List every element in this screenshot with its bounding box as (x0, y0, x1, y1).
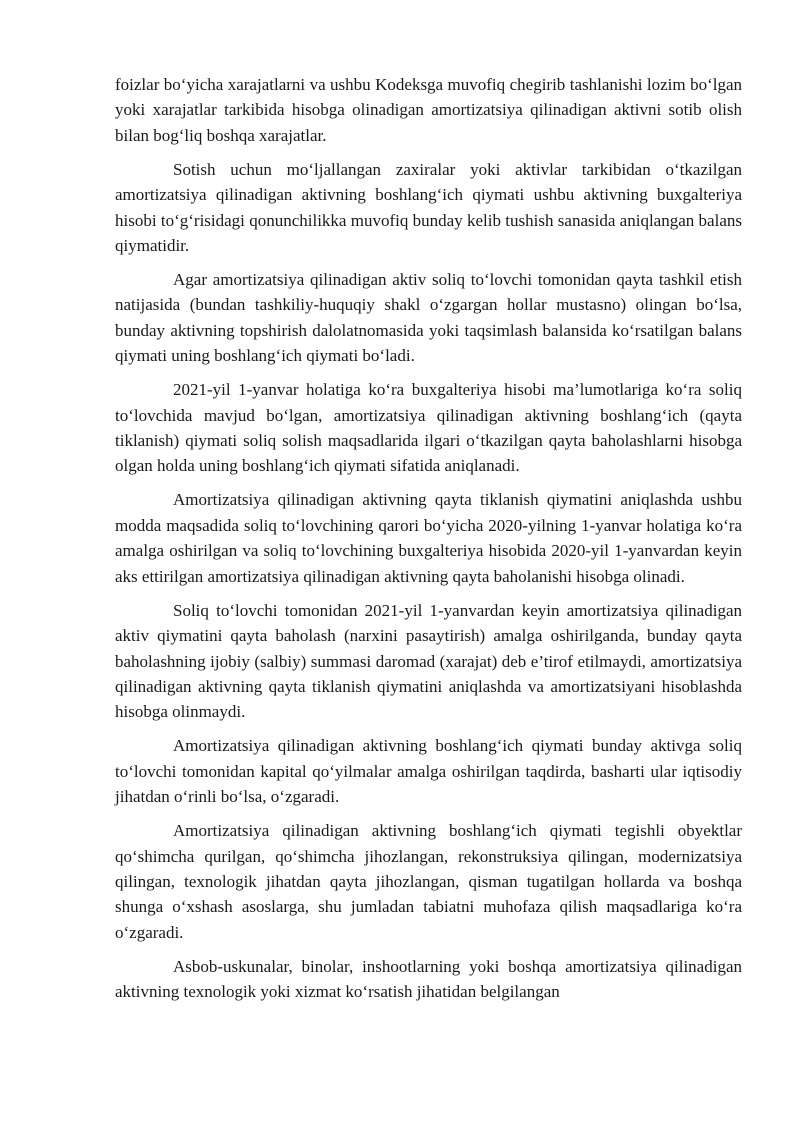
paragraph: 2021-yil 1-yanvar holatiga ko‘ra buxgalteriya hisobi ma’lumotlariga ko‘ra soliq to‘lovchida mavjud bo‘lgan, amortizatsiya qilinadigan aktivning boshlang‘ich (qayta tiklanish) qiymati soliq solish maqsadlarida ilgari o‘tkazilgan qayta baholashlarni hisobga olgan holda uning boshlang‘ich qiymati sifatida aniqlanadi. (115, 380, 742, 476)
paragraph: Agar amortizatsiya qilinadigan aktiv soliq to‘lovchi tomonidan qayta tashkil etish natijasida (bundan tashkiliy-huquqiy shakl o‘zgargan hollar mustasno) olingan bo‘lsa, bunday aktivning topshirish dalolatnomasida yoki taqsimlash balansida ko‘rsatilgan balans qiymati uning boshlang‘ich qiymati bo‘ladi. (115, 270, 742, 366)
document-page (115, 72, 742, 1013)
paragraph-continuation: foizlar bo‘yicha xarajatlarni va ushbu Kodeksga muvofiq chegirib tashlanishi lozim bo‘lgan yoki xarajatlar tarkibida hisobga olinadigan amortizatsiya qilinadigan aktivni sotib olish bilan bog‘liq boshqa xarajatlar. (115, 75, 742, 145)
paragraph: Asbob-uskunalar, binolar, inshootlarning yoki boshqa amortizatsiya qilinadigan aktivning texnologik yoki xizmat ko‘rsatish jihatidan belgilangan (115, 956, 742, 1002)
paragraph: Soliq to‘lovchi tomonidan 2021-yil 1-yanvardan keyin amortizatsiya qilinadigan aktiv qiymatini qayta baholash (narxini pasaytirish) amalga oshirilganda, bunday qayta baholashning ijobiy (salbiy) summasi daromad (xarajat) deb e’tirof etilmaydi, amortizatsiya qilinadigan aktivning qayta tiklanish qiymatini aniqlashda va amortizatsiyani hisoblashda hisobga olinmaydi. (115, 600, 742, 722)
paragraph: Amortizatsiya qilinadigan aktivning boshlang‘ich qiymati tegishli obyektlar qo‘shimcha qurilgan, qo‘shimcha jihozlangan, rekonstruksiya qilingan, modernizatsiya qilingan, texnologik jihatdan qayta jihozlangan, qisman tugatilgan hollarda va boshqa shunga o‘xshash asoslarga, shu jumladan tabiatni muhofaza qilish maqsadlariga ko‘ra o‘zgaradi. (115, 821, 742, 942)
paragraph: Amortizatsiya qilinadigan aktivning qayta tiklanish qiymatini aniqlashda ushbu modda maqsadida soliq to‘lovchining qarori bo‘yicha 2020-yilning 1-yanvar holatiga ko‘ra amalga oshirilgan va soliq to‘lovchining buxgalteriya hisobida 2020-yil 1-yanvardan keyin aks ettirilgan amortizatsiya qilinadigan aktivning qayta baholanishi hisobga olinadi. (115, 490, 742, 586)
paragraph: Amortizatsiya qilinadigan aktivning boshlang‘ich qiymati bunday aktivga soliq to‘lovchi tomonidan kapital qo‘yilmalar amalga oshirilgan taqdirda, basharti ular iqtisodiy jihatdan o‘rinli bo‘lsa, o‘zgaradi. (115, 736, 742, 807)
paragraph: Sotish uchun mo‘ljallangan zaxiralar yoki aktivlar tarkibidan o‘tkazilgan amortizatsiya qilinadigan aktivning boshlang‘ich qiymati ushbu aktivning buxgalteriya hisobi to‘g‘risidagi qonunchilikka muvofiq bunday kelib tushish sanasida aniqlangan balans qiymatidir. (115, 159, 742, 256)
